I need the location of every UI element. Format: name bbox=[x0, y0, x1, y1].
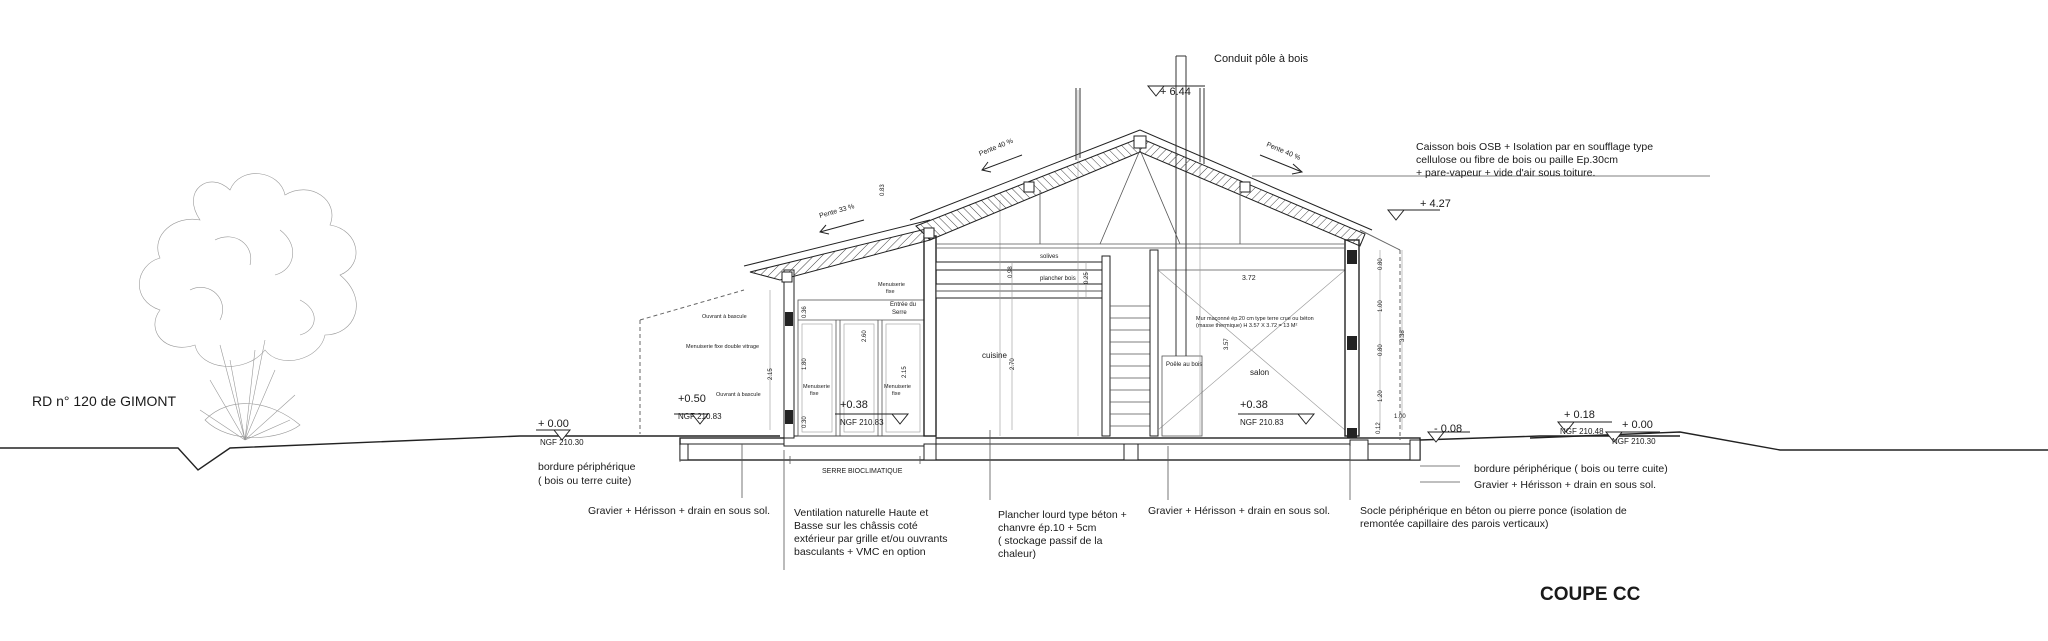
eave-level: + 4.27 bbox=[1420, 198, 1451, 210]
slope-label-lower: Pente 33 % bbox=[818, 203, 856, 220]
svg-text:cellulose ou fibre de bois ou: cellulose ou fibre de bois ou paille Ep.30cm bbox=[1416, 154, 1618, 166]
svg-text:chaleur): chaleur) bbox=[998, 548, 1036, 560]
svg-text:( stockage passif de la: ( stockage passif de la bbox=[998, 535, 1103, 547]
dim-100b: 1.00 bbox=[1394, 414, 1406, 420]
svg-text:Socle périphérique en béton ou: Socle périphérique en béton ou pierre ponce (isolation de bbox=[1360, 505, 1627, 517]
dim-215b: 2.15 bbox=[902, 366, 908, 378]
svg-text:+ pare-vapeur + vide d'air sou: + pare-vapeur + vide d'air sous toiture. bbox=[1416, 167, 1596, 179]
svg-text:basculants + VMC en option: basculants + VMC en option bbox=[794, 546, 926, 558]
dim-025: 0.25 bbox=[1084, 272, 1090, 284]
dim-260: 2.60 bbox=[862, 330, 868, 342]
mur-label-1: Mur maçonné ép.20 cm type terre crue ou béton bbox=[1196, 316, 1314, 322]
svg-text:bordure périphérique: bordure périphérique bbox=[538, 461, 636, 473]
svg-text:( bois ou terre cuite): ( bois ou terre cuite) bbox=[538, 475, 632, 487]
note-ventilation bbox=[794, 507, 948, 558]
salon-label: salon bbox=[1250, 368, 1270, 377]
ngf-serre: NGF 210.83 bbox=[840, 418, 884, 427]
svg-text:Basse sur les châssis coté: Basse sur les châssis coté bbox=[794, 520, 918, 532]
menuiserie-double-label: Menuiserie fixe double vitrage bbox=[686, 344, 760, 350]
terrace-level: +0.50 bbox=[678, 393, 706, 405]
dim-100: 1.00 bbox=[1378, 300, 1384, 312]
entree-serre-1: Entrée du bbox=[890, 302, 917, 308]
menuiserie-fixe-left-2: fixe bbox=[810, 391, 819, 397]
menuiserie-fixe-top-2: fixe bbox=[886, 289, 895, 295]
exterior-level-right: - 0.08 bbox=[1434, 423, 1463, 435]
svg-text:Ventilation naturelle Haute e: Ventilation naturelle Haute et bbox=[794, 507, 929, 519]
menuiserie-fixe-left-1: Menuiserie bbox=[803, 384, 830, 390]
insulation-note bbox=[1416, 141, 1653, 179]
slope-label-left: Pente 40 % bbox=[978, 137, 1015, 158]
menuiserie-fixe-right-1: Menuiserie bbox=[884, 384, 911, 390]
dim-080b: 0.80 bbox=[1378, 344, 1384, 356]
svg-text:Plancher lourd type béton +: Plancher lourd type béton + bbox=[998, 509, 1127, 521]
ridge-level: + 6.44 bbox=[1160, 86, 1191, 98]
cuisine-label: cuisine bbox=[982, 351, 1007, 360]
plancher-bois-label: plancher bois bbox=[1040, 276, 1076, 282]
dim-120: 1.20 bbox=[1378, 390, 1384, 402]
ngf-right-2: NGF 210.30 bbox=[1612, 437, 1656, 446]
svg-text:chanvre ép.10 + 5cm: chanvre ép.10 + 5cm bbox=[998, 522, 1097, 534]
note-gravier-right: Gravier + Hérisson + drain en sous sol. bbox=[1474, 479, 1657, 491]
drawing-title: COUPE CC bbox=[1540, 584, 1641, 605]
ngf-left: NGF 210.30 bbox=[540, 438, 584, 447]
dim-083: 0.83 bbox=[880, 184, 886, 196]
note-plancher bbox=[998, 509, 1127, 560]
dim-098: 0.98 bbox=[1008, 266, 1014, 278]
mur-label-2: (masse thermique) H 3.57 X 3.72 = 13 M² bbox=[1196, 323, 1298, 329]
dim-012: 0.12 bbox=[1376, 422, 1382, 434]
note-bordure-left bbox=[538, 461, 636, 487]
note-gravier-mid: Gravier + Hérisson + drain en sous sol. bbox=[1148, 505, 1331, 517]
serre-label: SERRE BIOCLIMATIQUE bbox=[822, 468, 903, 475]
slope-arrows bbox=[820, 155, 1302, 234]
svg-text:remontée capillaire des parois: remontée capillaire des parois verticaux) bbox=[1360, 518, 1549, 530]
solives-label: solives bbox=[1040, 254, 1059, 260]
ouvrant-top-label: Ouvrant à bascule bbox=[702, 314, 747, 320]
road-label: RD n° 120 de GIMONT bbox=[32, 393, 177, 409]
svg-text:Caisson bois OSB + Isolation p: Caisson bois OSB + Isolation par en soufflage type bbox=[1416, 141, 1654, 153]
note-bordure-right: bordure périphérique ( bois ou terre cuite) bbox=[1474, 463, 1668, 475]
ouvrant-bottom-label: Ouvrant à bascule bbox=[716, 392, 761, 398]
ngf-right-1: NGF 210.48 bbox=[1560, 427, 1604, 436]
dim-030: 0.30 bbox=[802, 416, 808, 428]
dim-357: 3.57 bbox=[1224, 338, 1230, 350]
right-level-2: + 0.00 bbox=[1622, 419, 1653, 431]
dim-270: 2.70 bbox=[1010, 358, 1016, 370]
dim-080a: 0.80 bbox=[1378, 258, 1384, 270]
right-level-1: + 0.18 bbox=[1564, 409, 1595, 421]
dim-036: 0.36 bbox=[802, 306, 808, 318]
chimney-label: Conduit pôle à bois bbox=[1214, 53, 1309, 65]
dim-215a: 2.15 bbox=[768, 368, 774, 380]
foundation-slab bbox=[680, 436, 1420, 460]
note-gravier-left: Gravier + Hérisson + drain en sous sol. bbox=[588, 505, 771, 517]
ngf-terrace: NGF 210.83 bbox=[678, 412, 722, 421]
salon-floor-level: +0.38 bbox=[1240, 399, 1268, 411]
menuiserie-fixe-right-2: fixe bbox=[892, 391, 901, 397]
menuiserie-fixe-top-1: Menuiserie bbox=[878, 282, 905, 288]
poele-label: Poêle au bois bbox=[1166, 362, 1203, 368]
slope-label-right: Pente 40 % bbox=[1265, 141, 1302, 162]
ngf-salon: NGF 210.83 bbox=[1240, 418, 1284, 427]
svg-text:extérieur par grille et/ou ouv: extérieur par grille et/ou ouvrants bbox=[794, 533, 948, 545]
dim-338: 3.38 bbox=[1400, 330, 1406, 342]
entree-serre-2: Serre bbox=[892, 310, 907, 316]
ground-level-left: + 0.00 bbox=[538, 418, 569, 430]
serre-floor-level: +0.38 bbox=[840, 399, 868, 411]
dim-372: 3.72 bbox=[1242, 275, 1256, 282]
note-socle bbox=[1360, 505, 1627, 530]
dim-180: 1.80 bbox=[802, 358, 808, 370]
